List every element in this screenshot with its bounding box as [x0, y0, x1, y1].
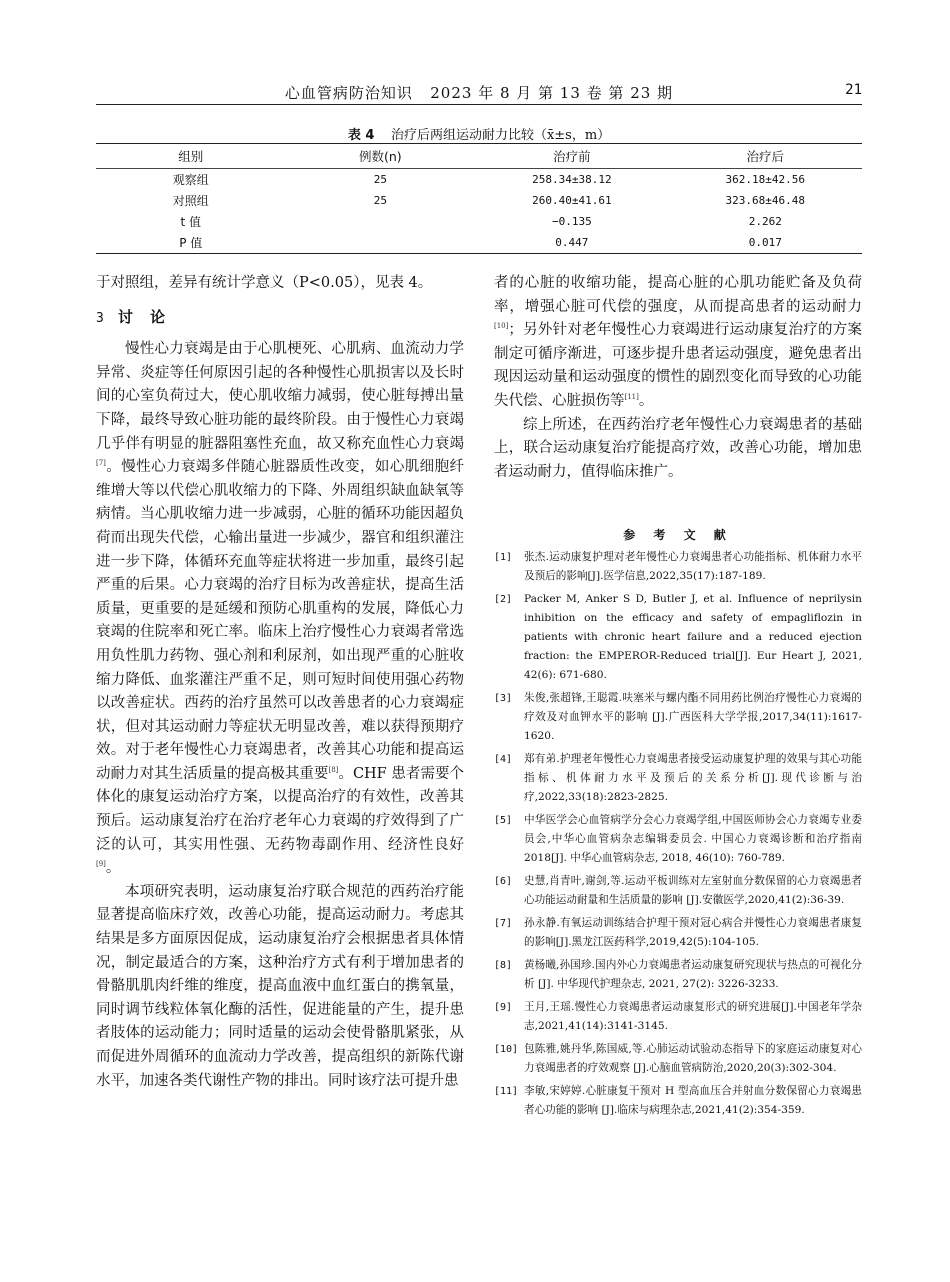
reference-text: 朱俊,张超锋,王聪霞.呋塞米与螺内酯不同用药比例治疗慢性心力衰竭的疗效及对血钾水平的影响 [J].广西医科大学学报,2017,34(11):1617-1620.: [524, 692, 862, 742]
reference-list: [494, 548, 862, 1124]
table-cell: 0.447: [475, 232, 668, 254]
table-cell: [286, 211, 476, 232]
discussion-paragraph-2: 本项研究表明，运动康复治疗联合规范的西药治疗能显著提高临床疗效，改善心功能，提高运动耐力。考虑其结果是多方面原因促成，运动康复治疗会根据患者具体情况，制定最适合的方案，这种治疗方式有利于增加患者的骨骼肌肌肉纤维的维度，提高血液中血红蛋白的携氧量，同时调节线粒体氧化酶的活性，促进能量的产生，提升患者肢体的运动能力；同时适量的运动会使骨骼肌紧张，从而促进外周循环的血流动力学改善，提高组织的新陈代谢水平，加速各类代谢性产物的排出。同时该疗法可提升患: [96, 883, 464, 1089]
discussion-paragraph-1: [96, 338, 464, 881]
page-number: 21: [845, 82, 862, 98]
table-cell: 25: [373, 173, 387, 186]
citation-marker: [10]: [494, 322, 509, 331]
header-divider: [96, 104, 862, 105]
table-cell: 2.262: [748, 215, 782, 228]
reference-item: [494, 811, 862, 868]
section-title: 讨 论: [117, 307, 172, 326]
reference-text: 郑有弟.护理老年慢性心力衰竭患者接受运动康复护理的效果与其心功能指标、机体耐力水平及预后的关系分析[J].现代诊断与治疗,2022,33(18):2823-2825.: [524, 753, 862, 803]
issue-info: 2023 年 8 月 第 13 卷 第 23 期: [430, 84, 674, 102]
reference-text: 黄杨曦,孙国珍.国内外心力衰竭患者运动康复研究现状与热点的可视化分析 [J]. 中华现代护理杂志, 2021, 27(2): 3226-3233.: [524, 959, 862, 990]
reference-item: [494, 689, 862, 746]
table-header-cell: 治疗后: [669, 144, 862, 169]
reference-text: 史慧,肖青叶,谢剑,等.运动平板训练对左室射血分数保留的心力衰竭患者心功能运动耐量和生活质量的影响 [J].安徽医学,2020,41(2):36-39.: [524, 875, 862, 906]
reference-number: [10]: [494, 1044, 519, 1055]
reference-number: [7]: [494, 918, 513, 929]
conclusion-paragraph: 综上所述，在西药治疗老年慢性心力衰竭患者的基础上，联合运动康复治疗能提高疗效，改善心功能，增加患者运动耐力，值得临床推广。: [494, 416, 862, 480]
reference-item: [494, 998, 862, 1036]
table-row: [96, 169, 862, 191]
table-label: 表 4: [347, 128, 375, 143]
right-column: [494, 272, 862, 484]
table-row: [96, 190, 862, 211]
citation-marker: [8]: [328, 766, 339, 775]
table-cell: 323.68±46.48: [725, 194, 806, 207]
results-table: [96, 143, 862, 254]
references-heading: 参 考 文 献: [623, 528, 733, 542]
paragraph-text: 。: [105, 860, 121, 877]
continued-paragraph: [494, 272, 862, 414]
result-sentence: 于对照组，差异有统计学意义（P<0.05），见表 4。: [96, 275, 433, 291]
running-header: [96, 82, 862, 106]
reference-item: [494, 1040, 862, 1078]
table-header-cell: 组别: [96, 144, 286, 169]
table-header-row: [96, 144, 862, 169]
citation-marker: [7]: [96, 459, 106, 468]
reference-text: 孙永静.有氧运动训练结合护理干预对冠心病合并慢性心力衰竭患者康复的影响[J].黑龙江医药科学,2019,42(5):104-105.: [524, 917, 862, 948]
table-cell: 观察组: [172, 173, 209, 187]
table-cell: 0.017: [669, 232, 862, 254]
reference-number: [4]: [494, 754, 513, 765]
reference-number: [11]: [494, 1086, 519, 1097]
reference-item: [494, 1082, 862, 1120]
paragraph-text: 。: [638, 392, 654, 409]
reference-number: [1]: [494, 552, 513, 563]
table-header-cell: 例数(n): [286, 144, 476, 169]
paragraph-text: 慢性心力衰竭是由于心肌梗死、心肌病、血流动力学异常、炎症等任何原因引起的各种慢性心肌损害以及长时间的心室负荷过大，使心肌收缩力减弱，使心脏每搏出量下降，最终导致心脏功能的最终阶段。由于慢性心力衰竭几乎伴有明显的脏器阻塞性充血，故又称充血性心力衰竭: [96, 341, 464, 452]
reference-number: [6]: [494, 876, 513, 887]
reference-item: [494, 590, 862, 685]
reference-number: [3]: [494, 693, 513, 704]
reference-number: [5]: [494, 815, 513, 826]
table-title: 治疗后两组运动耐力比较（x̄±s，m）: [390, 128, 611, 143]
journal-name: 心血管病防治知识: [284, 84, 413, 102]
table-cell: 对照组: [172, 194, 209, 208]
paragraph-text: 。慢性心力衰竭多伴随心脏器质性改变，如心肌细胞纤维增大等以代偿心肌收缩力的下降、外周组织缺血缺氧等病情。当心肌收缩力进一步减弱，心脏的循环功能因超负荷而出现失代偿，心输出量进一步减少，器官和组织灌注进一步下降，体循环充血等症状将进一步加重，最终引起严重的后果。心力衰竭的治疗目标为改善症状，提高生活质量，更重要的是延缓和预防心肌重构的发展，降低心力衰竭的住院率和死亡率。临床上治疗慢性心力衰竭者常选用负性肌力药物、强心剂和利尿剂，如出现严重的心脏收缩力降低、血浆灌注严重不足，则可短时间使用强心药物以改善症状。西药的治疗虽然可以改善患者的心力衰竭症状，但对其运动耐力等症状无明显改善，难以获得预期疗效。对于老年慢性心力衰竭患者，改善其心功能和提高运动耐力对其生活质量的提高极其重要: [96, 459, 464, 782]
reference-text: 李敏,宋婷婷.心脏康复干预对 H 型高血压合并射血分数保留心力衰竭患者心功能的影响 [J].临床与病理杂志,2021,41(2):354-359.: [524, 1085, 862, 1116]
table-cell: t 值: [180, 215, 202, 229]
table-cell: 260.40±41.61: [532, 194, 612, 207]
reference-number: [9]: [494, 1002, 513, 1013]
table-cell: 258.34±38.12: [532, 173, 612, 186]
table-row: [96, 211, 862, 232]
citation-marker: [11]: [624, 393, 639, 402]
table-cell: [286, 232, 476, 254]
reference-item: [494, 872, 862, 910]
reference-number: [2]: [494, 594, 513, 605]
paragraph-text: 。CHF 患者需要个体化的康复运动治疗方案，以提高治疗的有效性，改善其预后。运动康复治疗在治疗老年心力衰竭的疗效得到了广泛的认可，其实用性强、无药物毒副作用、经济性良好: [96, 765, 464, 853]
table-row: [96, 232, 862, 254]
table-header-cell: 治疗前: [475, 144, 668, 169]
reference-item: [494, 548, 862, 586]
citation-marker: [9]: [96, 860, 106, 869]
section-number: 3: [96, 310, 104, 326]
reference-item: [494, 914, 862, 952]
table-cell: −0.135: [551, 215, 592, 228]
reference-text: Packer M, Anker S D, Butler J, et al. Influence of neprilysin inhibition on the efficacy and safety of empagliflozin in patients with chronic heart failure and a reduced ejection fraction: the EMPEROR-Reduced trial[J]. Eur Heart J, 2021, 42(6): 671-680.: [524, 593, 862, 681]
table-cell: 362.18±42.56: [725, 173, 806, 186]
reference-text: 张杰.运动康复护理对老年慢性心力衰竭患者心功能指标、机体耐力水平及预后的影响[J].医学信息,2022,35(17):187-189.: [524, 551, 862, 582]
table-cell: 25: [373, 194, 387, 207]
paragraph-text: 者的心脏的收缩功能，提高心脏的心肌功能贮备及负荷率，增强心脏可代偿的强度，从而提高患者的运动耐力: [494, 275, 862, 315]
reference-text: 王月,王瑶.慢性心力衰竭患者运动康复形式的研究进展[J].中国老年学杂志,2021,41(14):3141-3145.: [524, 1001, 862, 1032]
reference-text: 中华医学会心血管病学分会心力衰竭学组,中国医师协会心力衰竭专业委员会,中华心血管病杂志编辑委员会. 中国心力衰竭诊断和治疗指南 2018[J]. 中华心血管病杂志, 2018, 46(10): 760-789.: [524, 814, 862, 864]
table-caption: [96, 124, 862, 143]
paragraph-text: ；另外针对老年慢性心力衰竭进行运动康复治疗的方案制定可循序渐进，可逐步提升患者运动强度，避免患者出现因运动量和运动强度的惯性的剧烈变化而导致的心功能失代偿、心脏损伤等: [494, 322, 862, 409]
section-heading: [96, 306, 464, 331]
reference-text: 包陈雅,姚丹华,陈国威,等.心肺运动试验动态指导下的家庭运动康复对心力衰竭患者的疗效观察 [J].心脑血管病防治,2020,20(3):302-304.: [524, 1043, 862, 1074]
header-citation: [96, 82, 862, 103]
reference-item: [494, 956, 862, 994]
left-column: [96, 272, 464, 1093]
reference-item: [494, 750, 862, 807]
reference-number: [8]: [494, 960, 513, 971]
table-cell: P 值: [96, 232, 286, 254]
